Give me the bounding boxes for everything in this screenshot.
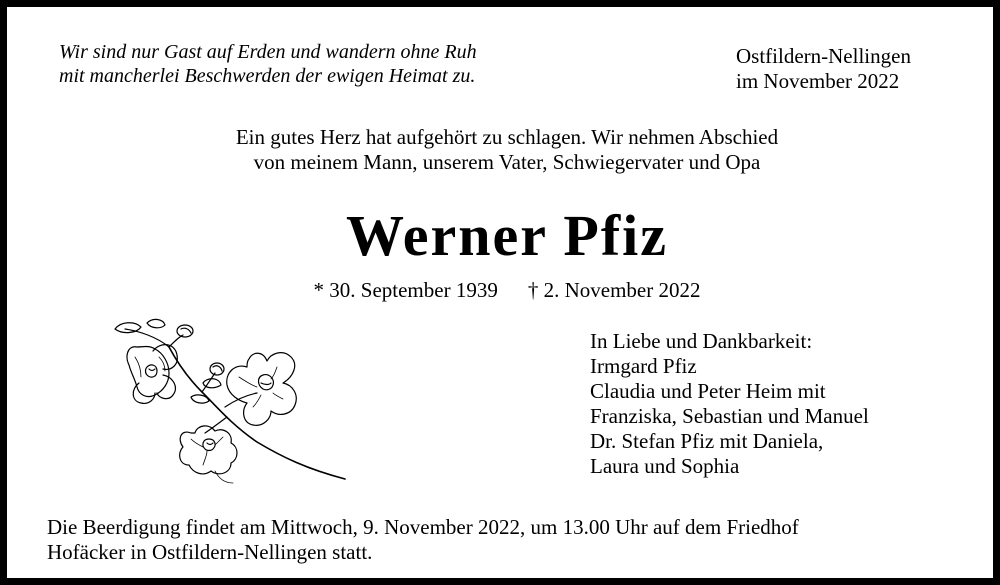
intro-text	[7, 125, 1000, 175]
mourner-line: Irmgard Pfiz	[590, 354, 697, 378]
place-line: Ostfildern-Nellingen	[736, 44, 911, 68]
mourner-line: In Liebe und Dankbarkeit:	[590, 329, 813, 353]
poem-line-2: mit mancherlei Beschwerden der ewigen Heimat zu.	[59, 65, 476, 87]
mourner-line: Laura und Sophia	[590, 454, 740, 478]
deceased-name: Werner Pfiz	[345, 203, 669, 268]
intro-line-1: Ein gutes Herz hat aufgehört zu schlagen. Wir nehmen Abschied	[235, 125, 779, 149]
mourner-line: Franziska, Sebastian und Manuel	[590, 404, 869, 428]
mourners-list	[590, 329, 869, 479]
mourner-line: Dr. Stefan Pfiz mit Daniela,	[590, 429, 824, 453]
funeral-line-2: Hofäcker in Ostfildern-Nellingen statt.	[47, 540, 373, 564]
intro-line-2: von meinem Mann, unserem Vater, Schwiegervater und Opa	[253, 150, 761, 174]
funeral-info	[47, 515, 977, 565]
mourner-line: Claudia und Peter Heim mit	[590, 379, 826, 403]
orchid-branch-icon	[107, 307, 357, 497]
poem-line-1: Wir sind nur Gast auf Erden und wandern ohne Ruh	[59, 41, 477, 63]
funeral-line-1: Die Beerdigung findet am Mittwoch, 9. November 2022, um 13.00 Uhr auf dem Friedhof	[47, 515, 799, 539]
date-line: im November 2022	[736, 69, 900, 93]
place-and-date	[736, 44, 911, 94]
death-date: † 2. November 2022	[527, 278, 701, 302]
birth-date: * 30. September 1939	[313, 278, 498, 302]
life-dates	[7, 277, 1000, 303]
poem-verse	[59, 40, 579, 88]
